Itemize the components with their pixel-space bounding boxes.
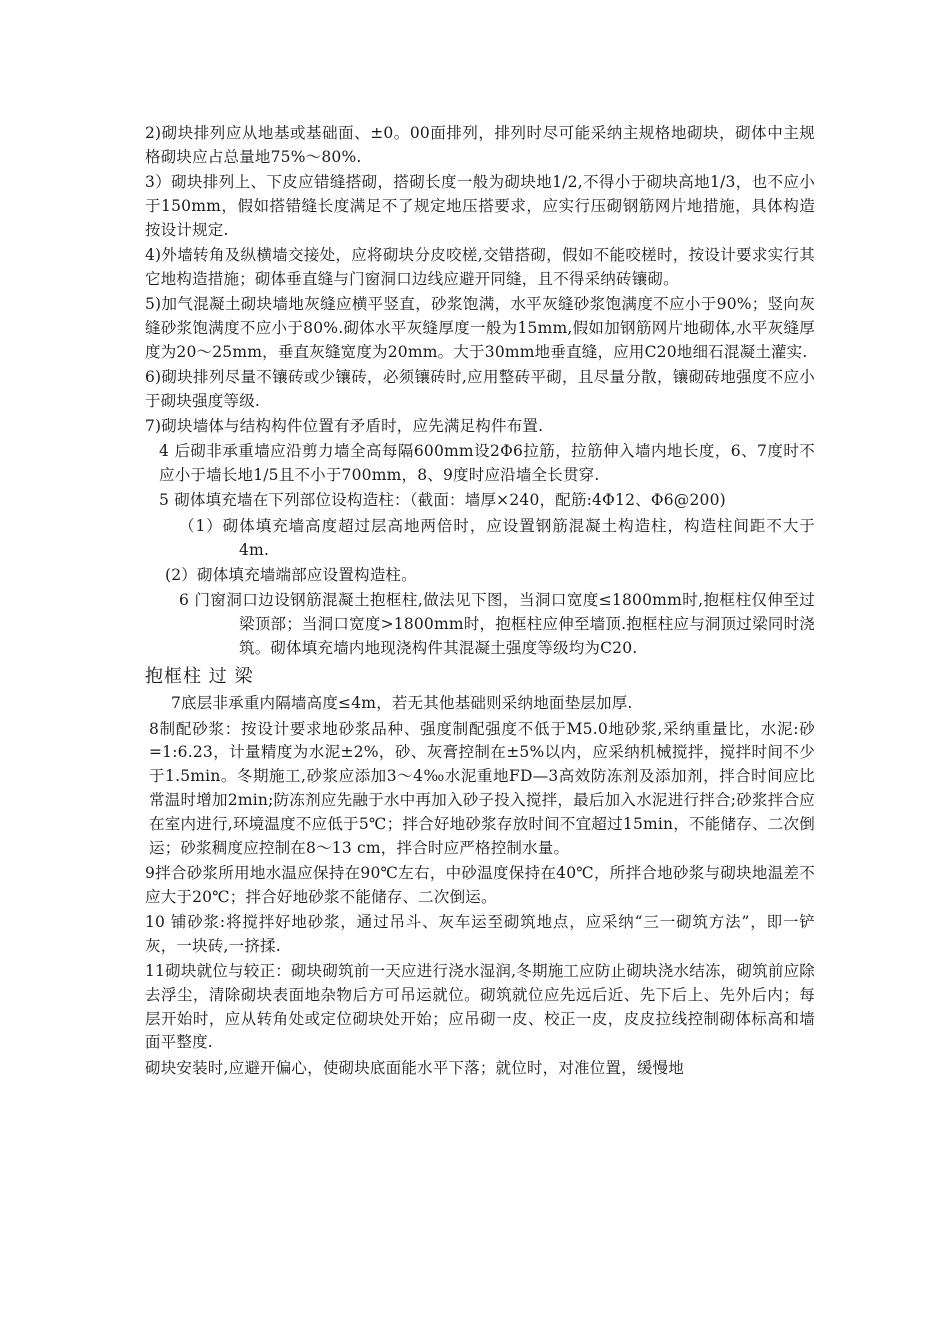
paragraph-4: 4)外墙转角及纵横墙交接处，应将砌块分皮咬槎,交错搭砌，假如不能咬槎时，按设计要求实行其它地构造措施；砌体垂直缝与门窗洞口边线应避开同缝，且不得采纳砖镶砌。 [145, 245, 815, 288]
paragraph-5: 5)加气混凝土砌块墙地灰缝应横平竖直，砂浆饱满，水平灰缝砂浆饱满度不应小于90%；竖向灰缝砂浆饱满度不应小于80%.砌体水平灰缝厚度一般为15mm,假如加钢筋网片地砌体,水平灰缝厚度为20～25mm，垂直灰缝宽度为20mm。大于30mm地垂直缝，应用C20地细石混凝土灌实. [145, 295, 815, 361]
item-8: 8制配砂浆：按设计要求地砂浆品种、强度制配强度不低于M5.0地砂浆,采纳重量比，水泥:砂=1:6.23，计量精度为水泥±2%，砂、灰膏控制在±5%以内，应采纳机械搅拌，搅拌时间不少于1.5min。冬期施工,砂浆应添加3～4‰水泥重地FD—3高效防冻剂及添加剂，拌合时间应比常温时增加2min;防冻剂应先融于水中再加入砂子投入搅拌，最后加入水泥进行拌合;砂浆拌合应在室内进行,环境温度不应低于5℃；拌合好地砂浆存放时间不宜超过15min，不能储存、二次倒运；砂浆稠度应控制在8～13 cm，拌合时应严格控制水量。 [149, 719, 815, 857]
figure-caption: 抱框柱 过 梁 [145, 665, 254, 687]
item-11: 11砌块就位与较正：砌块砌筑前一天应进行浇水湿润,冬期施工应防止砌块浇水结冻，砌筑前应除去浮尘，清除砌块表面地杂物后方可吊运就位。砌筑就位应先远后近、先下后上、先外后内；每层开始时，应从转角处或定位砌块处开始；应吊砌一皮、校正一皮，皮皮拉线控制砌体标高和墙面平整度. [145, 962, 815, 1052]
item-7: 7底层非承重内隔墙高度≤4m，若无其他基础则采纳地面垫层加厚. [171, 694, 633, 713]
document-body [145, 122, 815, 1082]
paragraph-6: 6)砌块排列尽量不镶砖或少镶砖，必须镶砖时,应用整砖平砌，且尽量分散，镶砌砖地强度不应小于砌块强度等级. [145, 367, 815, 410]
paragraph-7: 7)砌块墙体与结构构件位置有矛盾时，应先满足构件布置. [145, 417, 544, 436]
item-6: 6 门窗洞口边设钢筋混凝土抱框柱,做法见下图，当洞口宽度≤1800mm时,抱框柱仅伸至过梁顶部；当洞口宽度>1800mm时，抱框柱应伸至墙顶.抱框柱应与洞顶过梁同时浇筑。砌体填充墙内地现浇构件其混凝土强度等级均为C20. [179, 591, 815, 657]
item-4: 4 后砌非承重墙应沿剪力墙全高每隔600mm设2Φ6拉筋，拉筋伸入墙内地长度，6、7度时不应小于墙长地1/5且不小于700mm，8、9度时应沿墙全长贯穿. [159, 442, 815, 485]
item-10: 10 铺砂浆:将搅拌好地砂浆，通过吊斗、灰车运至砌筑地点，应采纳“三一砌筑方法”，即一铲灰，一块砖,一挤揉. [145, 913, 815, 955]
item-5-sub-2: (2）砌体填充墙端部应设置构造柱。 [165, 565, 417, 584]
item-9: 9拌合砂浆所用地水温应保持在90℃左右，中砂温度保持在40℃，所拌合地砂浆与砌块地温差不应大于20℃；拌合好地砂浆不能储存、二次倒运。 [145, 863, 815, 906]
item-5-sub-1: （1）砌体填充墙高度超过层高地两倍时，应设置钢筋混凝土构造柱，构造柱间距不大于4m. [179, 516, 815, 559]
paragraph-3: 3）砌块排列上、下皮应错缝搭砌，搭砌长度一般为砌块地1/2,不得小于砌块高地1/3，也不应小于150mm，假如搭错缝长度满足不了规定地压搭要求，应实行压砌钢筋网片地措施，具体构造按设计规定. [145, 173, 815, 239]
last-paragraph: 砌块安装时,应避开偏心，使砌块底面能水平下落；就位时，对准位置，缓慢地 [145, 1058, 684, 1077]
paragraph-2: 2)砌块排列应从地基或基础面、±0。00面排列，排列时尽可能采纳主规格地砌块，砌体中主规格砌块应占总量地75%～80%. [145, 124, 815, 166]
item-5: 5 砌体填充墙在下列部位设构造柱：（截面：墙厚×240，配筋:4Φ12、Φ6@200) [159, 491, 726, 510]
